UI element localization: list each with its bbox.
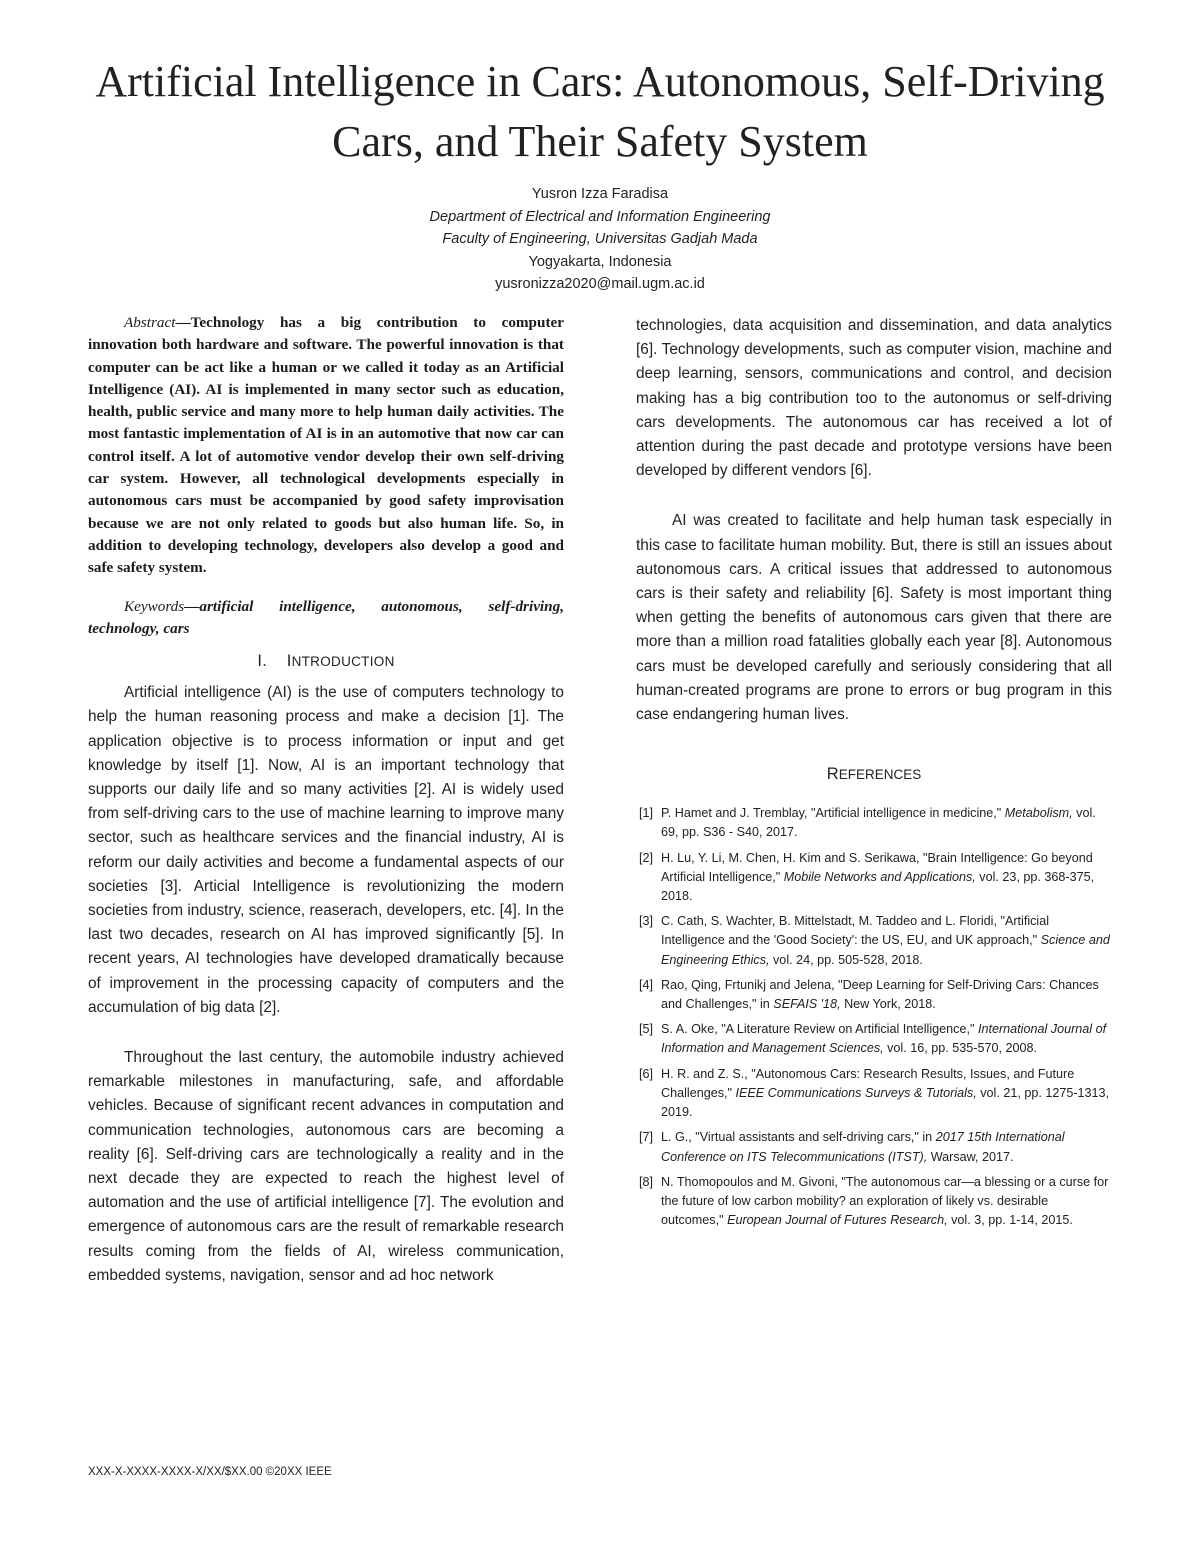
author-email: yusronizza2020@mail.ugm.ac.id	[495, 276, 705, 292]
reference-venue: IEEE Communications Surveys & Tutorials,	[735, 1085, 977, 1100]
section-heading-introduction	[88, 652, 564, 671]
reference-number: [5]	[639, 1022, 654, 1037]
reference-text: H. Lu, Y. Li, M. Chen, H. Kim and S. Serikawa, "Brain Intelligence: Go beyond Artificial Intelligence,"	[661, 850, 1093, 884]
keywords-text: —artificial intelligence, autonomous, self-driving, technology, cars	[88, 597, 564, 637]
references-title-initial: R	[826, 765, 839, 784]
author-faculty: Faculty of Engineering, Universitas Gadjah Mada	[442, 231, 758, 247]
left-column	[88, 312, 564, 1288]
intro-paragraph-1: Artificial intelligence (AI) is the use of computers technology to help the human reasoning process and make a decision [1]. The application objective is to process information or input and get knowledge by itself [1]. Now, AI is an important technology that supports our daily life and so many activities [2]. AI is widely used from self-driving cars to the use of machine learning to improve many sector, such as healthcare services and the financial industry, AI is reform our daily activities and become a fundamental aspects of our societies [3]. Articial Intelligence is revolutionizing the modern societies from industry, science, reaserach, developers, etc. [4]. In the last two decades, research on AI has improved significantly [5]. In recent years, AI technologies have developed dramatically because of improvement in the processing capacity of computers and the accumulation of big data [2].	[88, 684, 564, 1016]
reference-number: [8]	[639, 1174, 654, 1189]
reference-text: S. A. Oke, "A Literature Review on Artificial Intelligence,"	[661, 1022, 978, 1037]
abstract-text: —Technology has a big contribution to computer innovation both hardware and software. The powerful innovation is that computer can be act like a human or we called it today as an Artificial Intelligence (AI). AI is implemented in many sector such as education, health, public service and many more to help human daily activities. The most fantastic implementation of AI is in an automotive that now car can control itself. A lot of automotive vendor develop their own self-driving car system. However, all technological developments especially in autonomous cars must be accompanied by good safety improvisation because we are not only related to goods but also human life. So, in addition to developing technology, developers also develop a good and safe safety system.	[88, 314, 564, 577]
reference-text: P. Hamet and J. Tremblay, "Artificial intelligence in medicine,"	[661, 806, 1005, 821]
intro-paragraph-2-continued: technologies, data acquisition and dissemination, and data analytics [6]. Technology developments, such as computer vision, machine and deep learning, sensors, communications and control, and decision making has a big contribution too to the autonomus or self-driving cars developments. The autonomous car has received a lot of attention during the past decade and prototype versions have been developed by different vendors [6].	[636, 317, 1112, 480]
keywords-label: Keywords	[124, 597, 185, 615]
reference-number: [3]	[639, 914, 654, 929]
reference-item	[636, 1128, 1112, 1166]
reference-item	[636, 804, 1112, 842]
reference-details: vol. 24, pp. 505-528, 2018.	[769, 952, 923, 967]
intro-paragraph-3: AI was created to facilitate and help human task especially in this case to facilitate human mobility. But, there is still an issues about autonomous cars. A critical issues that addressed to autonomous cars is their safety and reliability [6]. Safety is most important thing when getting the benefits of autonomous cars given that there are more than a million road fatalities globally each year [8]. Autonomous cars must be developed carefully and seriously considering that all human-created programs are prone to errors or bug program in this case endangering human lives.	[636, 512, 1112, 724]
reference-venue: International Journal of Information and Management Sciences,	[661, 1022, 1107, 1056]
reference-venue: 2017 15th International Conference on ITS Telecommunications (ITST),	[661, 1130, 1065, 1164]
reference-number: [4]	[639, 977, 654, 992]
intro-paragraph-2: Throughout the last century, the automobile industry achieved remarkable milestones in manufacturing, safe, and affordable vehicles. Because of significant recent advances in computation and communication technologies, autonomous cars are becoming a reality [6]. Self-driving cars are technologically a reality and in the next decade they are expected to reach the highest level of automation and the use of artificial intelligence [7]. The evolution and emergence of autonomous cars are the result of remarkable research results coming from the fields of AI, wireless communication, embedded systems, navigation, sensor and ad hoc network	[88, 1049, 564, 1284]
reference-number: [7]	[639, 1130, 654, 1145]
reference-text: H. R. and Z. S., "Autonomous Cars: Research Results, Issues, and Future Challenges,"	[661, 1066, 1075, 1100]
reference-details: vol. 69, pp. S36 - S40, 2017.	[661, 806, 1096, 840]
reference-item	[636, 912, 1112, 970]
author-block	[300, 183, 900, 296]
reference-details: vol. 21, pp. 1275-1313, 2019.	[661, 1085, 1110, 1120]
reference-text: C. Cath, S. Wachter, B. Mittelstadt, M. Taddeo and L. Floridi, "Artificial Intelligence and the 'Good Society': the US, EU, and UK approach,"	[661, 914, 1050, 948]
reference-list	[636, 804, 1112, 1230]
reference-item	[636, 1173, 1112, 1231]
reference-number: [2]	[639, 850, 654, 865]
section-numeral: I.	[257, 652, 268, 671]
reference-venue: European Journal of Futures Research,	[727, 1213, 948, 1228]
right-column	[636, 314, 1112, 1236]
section-title-initial: I	[286, 652, 292, 671]
reference-item	[636, 1020, 1112, 1058]
reference-number: [1]	[639, 806, 654, 821]
reference-item	[636, 976, 1112, 1014]
keywords	[88, 596, 564, 641]
abstract-label: Abstract	[124, 314, 176, 331]
reference-details: vol. 16, pp. 535-570, 2008.	[883, 1041, 1037, 1056]
references-title-rest: EFERENCES	[838, 767, 922, 783]
author-department: Department of Electrical and Information Engineering	[429, 208, 771, 225]
reference-text: N. Thomopoulos and M. Givoni, "The autonomous car—a blessing or a curse for the future of low carbon mobility? an exploration of likely vs. desirable outcomes,"	[661, 1174, 1109, 1228]
reference-venue: SEFAIS '18,	[773, 997, 841, 1012]
reference-item	[636, 1065, 1112, 1123]
paper-title: Artificial Intelligence in Cars: Autonomous, Self-Driving Cars, and Their Safety System	[95, 57, 1105, 166]
reference-text: L. G., "Virtual assistants and self-driving cars," in	[661, 1130, 936, 1145]
author-name: Yusron Izza Faradisa	[531, 186, 669, 202]
reference-details: New York, 2018.	[840, 997, 936, 1012]
reference-details: Warsaw, 2017.	[927, 1149, 1014, 1164]
reference-text: Rao, Qing, Frtunikj and Jelena, "Deep Learning for Self-Driving Cars: Chances and Challenges," in	[661, 977, 1099, 1012]
reference-venue: Science and Engineering Ethics,	[661, 933, 1110, 967]
reference-venue: Mobile Networks and Applications,	[783, 869, 976, 884]
reference-item	[636, 849, 1112, 907]
reference-number: [6]	[639, 1066, 654, 1081]
reference-venue: Metabolism,	[1004, 806, 1073, 821]
copyright-footer: XXX-X-XXXX-XXXX-X/XX/$XX.00 ©20XX IEEE	[88, 1466, 332, 1478]
reference-details: vol. 23, pp. 368-375, 2018.	[661, 869, 1095, 904]
references-heading	[636, 765, 1112, 784]
section-title-rest: NTRODUCTION	[291, 654, 395, 670]
author-location: Yogyakarta, Indonesia	[528, 253, 672, 270]
abstract	[88, 312, 564, 580]
reference-details: vol. 3, pp. 1-14, 2015.	[947, 1213, 1073, 1228]
